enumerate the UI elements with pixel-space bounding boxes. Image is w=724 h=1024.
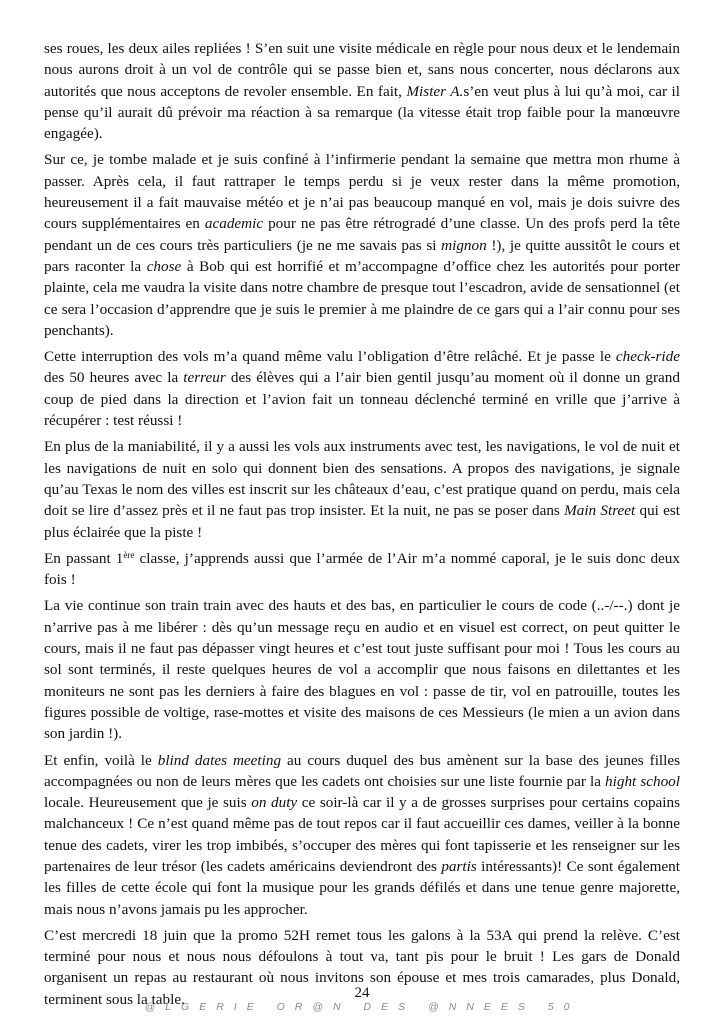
paragraph <box>44 38 680 144</box>
paragraph <box>44 149 680 341</box>
paragraph <box>44 750 680 920</box>
paragraph <box>44 436 680 542</box>
text-run: ses roues, les deux ailes repliées ! S’en suit une visite médicale en règle pour nous deux et le lendemain nous aurons droit à un vol de contrôle qui se passe bien et, sans nous concerter, nous déclarons aux autorités que nous acceptons de revoler ensemble. En fait, <box>44 40 680 100</box>
text-run: En passant 1 <box>44 549 124 567</box>
text-run: Cette interruption des vols m’a quand même valu l’obligation d’être relâché. Et je passe le <box>44 348 616 366</box>
italic-text: partis <box>441 857 477 875</box>
text-run: C’est mercredi 18 juin que la promo 52H remet tous les galons à la 53A qui prend la relève. C’est terminé pour nous et nous nous défoulons à tout va, tant pis pour le bruit ! Les gars de Donald organisent un repas au restaurant où nous invitons son épouse et mes trois camarades, plus Donald, terminent sous la table. <box>44 926 680 1008</box>
footer-running-title: @LGERIE OR@N DES @NNEES 50 <box>144 1001 580 1013</box>
text-run: des 50 heures avec la <box>44 369 184 387</box>
text-run: !), je quitte aussitôt le cours et pars raconter la <box>44 236 680 275</box>
italic-text: mignon <box>441 236 487 254</box>
paragraph <box>44 548 680 591</box>
page-number: 24 <box>354 985 370 1001</box>
paragraph <box>44 346 680 431</box>
text-run: au cours duquel des bus amènent sur la base des jeunes filles accompagnées ou non de leurs mères que les cadets ont choisies sur une liste fournie par la <box>44 751 681 790</box>
text-run: En plus de la maniabilité, il y a aussi les vols aux instruments avec test, les navigations, le vol de nuit et les navigations de nuit en solo qui donnent bien des sensations. A propos des navigations, je signale qu’au Texas le nom des villes est inscrit sur les châteaux d’eau, c’est pratique quand on perdu, mais cela doit se lire d’assez près et il ne faut pas trop insister. Et la nuit, ne pas se poser dans <box>44 438 680 520</box>
italic-text: on duty <box>251 794 298 812</box>
italic-text: Main Street <box>564 502 636 520</box>
italic-text: blind dates meeting <box>157 751 282 769</box>
text-run: pour ne pas être rétrogradé d’une classe. Un des profs perd la tête pendant un de ces cours très particuliers (je ne me savais pas si <box>44 215 681 254</box>
text-run: à Bob qui est horrifié et m’accompagne d’office chez les autorités pour porter plainte, cela me vaudra la visite dans notre chambre de presque tout l’escadron, avide de sensationnel (et ce sera l’occasion d’apprendre que je suis le premier à me plaindre de ce gars qui a l’air connu pour ses penchants). <box>44 257 680 339</box>
superscript-text: ère <box>123 549 135 560</box>
text-run: classe, j’apprends aussi que l’armée de l’Air m’a nommé caporal, je le suis donc deux fois ! <box>44 549 680 589</box>
italic-text: Mister A. <box>406 82 464 100</box>
text-run: La vie continue son train train avec des hauts et des bas, en particulier le cours de code (..-/--.) dont je n’arrive pas à me libérer : dès qu’un message reçu en audio et en visuel est correct, on peut quitter le cours, mais il ne faut pas dépasser vingt heures et c’est tout juste suffisant pour moi ! Tous les cours au sol sont terminés, il reste quelques heures de vol a accomplir que nous faisons en dilettantes et les moniteurs ne sont pas les derniers à faire des blagues en vol : passe de tir, vol en patrouille, toutes les figures possible de voltige, rase-mottes et visite des maisons de ces Messieurs (le mien a un avion dans son jardin !). <box>44 597 680 743</box>
text-run: Et enfin, voilà le <box>44 751 158 769</box>
italic-text: chose <box>146 257 182 275</box>
italic-text: academic <box>204 215 264 233</box>
text-run: ce soir-là car il y a de grosses surprises pour certains copains malchanceux ! Ce n’est quand même pas de tout repos car il faut accueillir ces dames, veiller à la bonne tenue des cadets, virer les trop imbibés, s’occuper des mères qui font tapisserie et les renseigner sur les partenaires de leur trésor (les cadets américains deviendront des <box>44 794 681 875</box>
text-run: intéressants)! Ce sont également les filles de cette école qui font la musique pour les grands défilés et dans une tenue genre majorette, mais nous n’avons jamais pu les approcher. <box>44 857 680 918</box>
text-run: locale. Heureusement que je suis <box>44 794 252 812</box>
paragraph <box>44 595 680 744</box>
text-run: Sur ce, je tombe malade et je suis confiné à l’infirmerie pendant la semaine que mettra mon rhume à passer. Après cela, il faut rattraper le temps perdu si je veux rester dans la même promotion, heureusement il a fait mauvaise météo et je n’ai pas beaucoup manqué en vol, mais je dois suivre des cours supplémentaires en <box>44 151 680 233</box>
italic-text: check-ride <box>615 348 680 366</box>
text-run: qui est plus éclairée que la piste ! <box>44 502 681 541</box>
italic-text: terreur <box>183 369 226 387</box>
italic-text: hight school <box>605 772 680 790</box>
document-body <box>44 38 680 1015</box>
text-run: s’en veut plus à lui qu’à moi, car il pense qu’il aurait dû prévoir ma réaction à sa remarque (la vitesse était trop faible pour la manœuvre engagée). <box>44 82 681 143</box>
text-run: des élèves qui a l’air bien gentil jusqu’au moment où il donne un grand coup de pied dans la direction et l’avion fait un tonneau déclenché terminé en vrille que j’arrive à récupérer : test réussi ! <box>44 369 680 430</box>
